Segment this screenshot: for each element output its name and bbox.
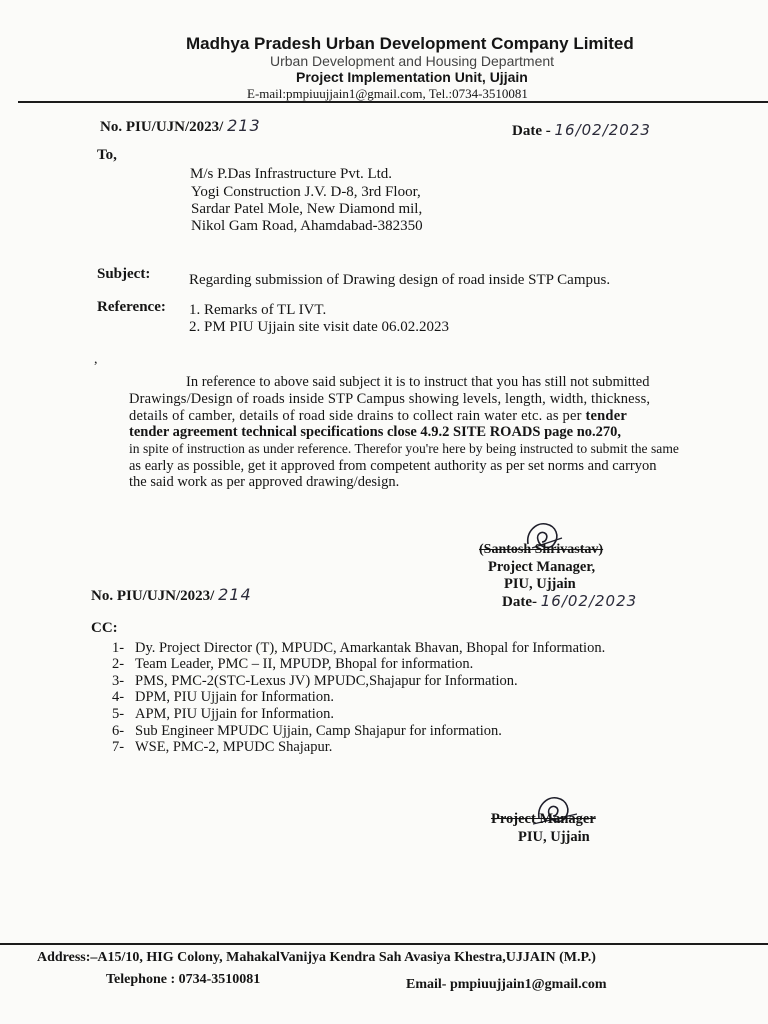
to-label: To, (97, 147, 117, 163)
cc-item-number: 1- (112, 640, 125, 656)
body-line-4-bold: tender agreement technical specifications close 4.9.2 SITE ROADS page no.270, (129, 424, 622, 440)
cc-label: CC: (91, 620, 118, 636)
cc-item-text: Team Leader, PMC – II, MPUDP, Bhopal for information. (135, 656, 474, 672)
cc-item-text: DPM, PIU Ujjain for Information. (135, 689, 334, 705)
footer-telephone: Telephone : 0734-3510081 (106, 972, 261, 987)
department-name: Urban Development and Housing Department (270, 53, 555, 69)
cc-item-number: 4- (112, 689, 125, 705)
body-line-2: Drawings/Design of roads inside STP Campus showing levels, length, width, thickness, (129, 391, 651, 407)
subject-label: Subject: (97, 266, 151, 282)
addressee-line-2: Yogi Construction J.V. D-8, 3rd Floor, (191, 184, 421, 200)
signatory-title: Project Manager, (488, 559, 596, 575)
letter-date-label: Date - (512, 123, 551, 139)
body-line-6: as early as possible, get it approved from competent authority as per set norms and carryon (129, 458, 657, 474)
cc-item-number: 3- (112, 673, 125, 689)
cc-item-number: 2- (112, 656, 125, 672)
body-line-3 (129, 408, 627, 425)
cc-signatory-office: PIU, Ujjain (518, 829, 590, 845)
footer-address: Address:–A15/10, HIG Colony, MahakalVanijya Kendra Sah Avasiya Khestra,UJJAIN (M.P.) (37, 950, 596, 965)
body-line-3-bold: tender (585, 408, 627, 424)
cc-date-label: Date- (502, 594, 537, 610)
cc-number-prefix: No. PIU/UJN/2023/ (91, 588, 215, 604)
letter-date (512, 121, 651, 140)
company-name: Madhya Pradesh Urban Development Company Limited (186, 34, 634, 53)
cc-item-text: PMS, PMC-2(STC-Lexus JV) MPUDC,Shajapur for Information. (135, 673, 518, 689)
letter-number (100, 116, 261, 136)
addressee-line-3: Sardar Patel Mole, New Diamond mil, (191, 201, 423, 217)
letter-number-handwritten: 213 (227, 116, 261, 135)
cc-letter-number (91, 585, 252, 605)
cc-item-text: APM, PIU Ujjain for Information. (135, 706, 334, 722)
body-line-1: In reference to above said subject it is to instruct that you has still not submitted (186, 374, 650, 390)
body-line-5: in spite of instruction as under reference. Therefor you're here by being instructed to submit the same (129, 441, 679, 456)
header-rule (18, 101, 768, 103)
cc-item-text: Sub Engineer MPUDC Ujjain, Camp Shajapur for information. (135, 723, 502, 739)
cc-date-handwritten: 16/02/2023 (540, 592, 638, 610)
cc-item-number: 7- (112, 739, 125, 755)
cc-date (502, 592, 637, 611)
addressee-line-4: Nikol Gam Road, Ahamdabad-382350 (191, 218, 423, 234)
body-line-3-text: details of camber, details of road side drains to collect rain water etc. as per (129, 408, 582, 424)
footer-rule (0, 943, 768, 945)
letter-number-prefix: No. PIU/UJN/2023/ (100, 119, 224, 135)
cc-item-text: WSE, PMC-2, MPUDC Shajapur. (135, 739, 333, 755)
subject-text: Regarding submission of Drawing design of road inside STP Campus. (189, 272, 611, 288)
cc-item-number: 5- (112, 706, 125, 722)
header-contact: E-mail:pmpiuujjain1@gmail.com, Tel.:0734-3510081 (247, 86, 528, 101)
cc-item-text: Dy. Project Director (T), MPUDC, Amarkantak Bhavan, Bhopal for Information. (135, 640, 606, 656)
signatory-name: (Santosh Shrivastav) (479, 542, 604, 557)
reference-item-2: 2. PM PIU Ujjain site visit date 06.02.2023 (189, 319, 449, 335)
body-line-4 (129, 424, 621, 441)
stray-mark: , (94, 352, 98, 367)
signatory-office: PIU, Ujjain (504, 576, 576, 592)
letter-date-handwritten: 16/02/2023 (554, 121, 651, 139)
cc-number-handwritten: 214 (218, 585, 252, 604)
reference-label: Reference: (97, 299, 166, 315)
addressee-line-1: M/s P.Das Infrastructure Pvt. Ltd. (190, 166, 393, 182)
footer-email: Email- pmpiuujjain1@gmail.com (406, 977, 607, 992)
body-line-7: the said work as per approved drawing/design. (129, 474, 400, 490)
cc-signatory-title: Project Manager (491, 811, 596, 827)
cc-item-number: 6- (112, 723, 125, 739)
unit-name: Project Implementation Unit, Ujjain (296, 69, 528, 85)
reference-item-1: 1. Remarks of TL IVT. (189, 302, 327, 318)
